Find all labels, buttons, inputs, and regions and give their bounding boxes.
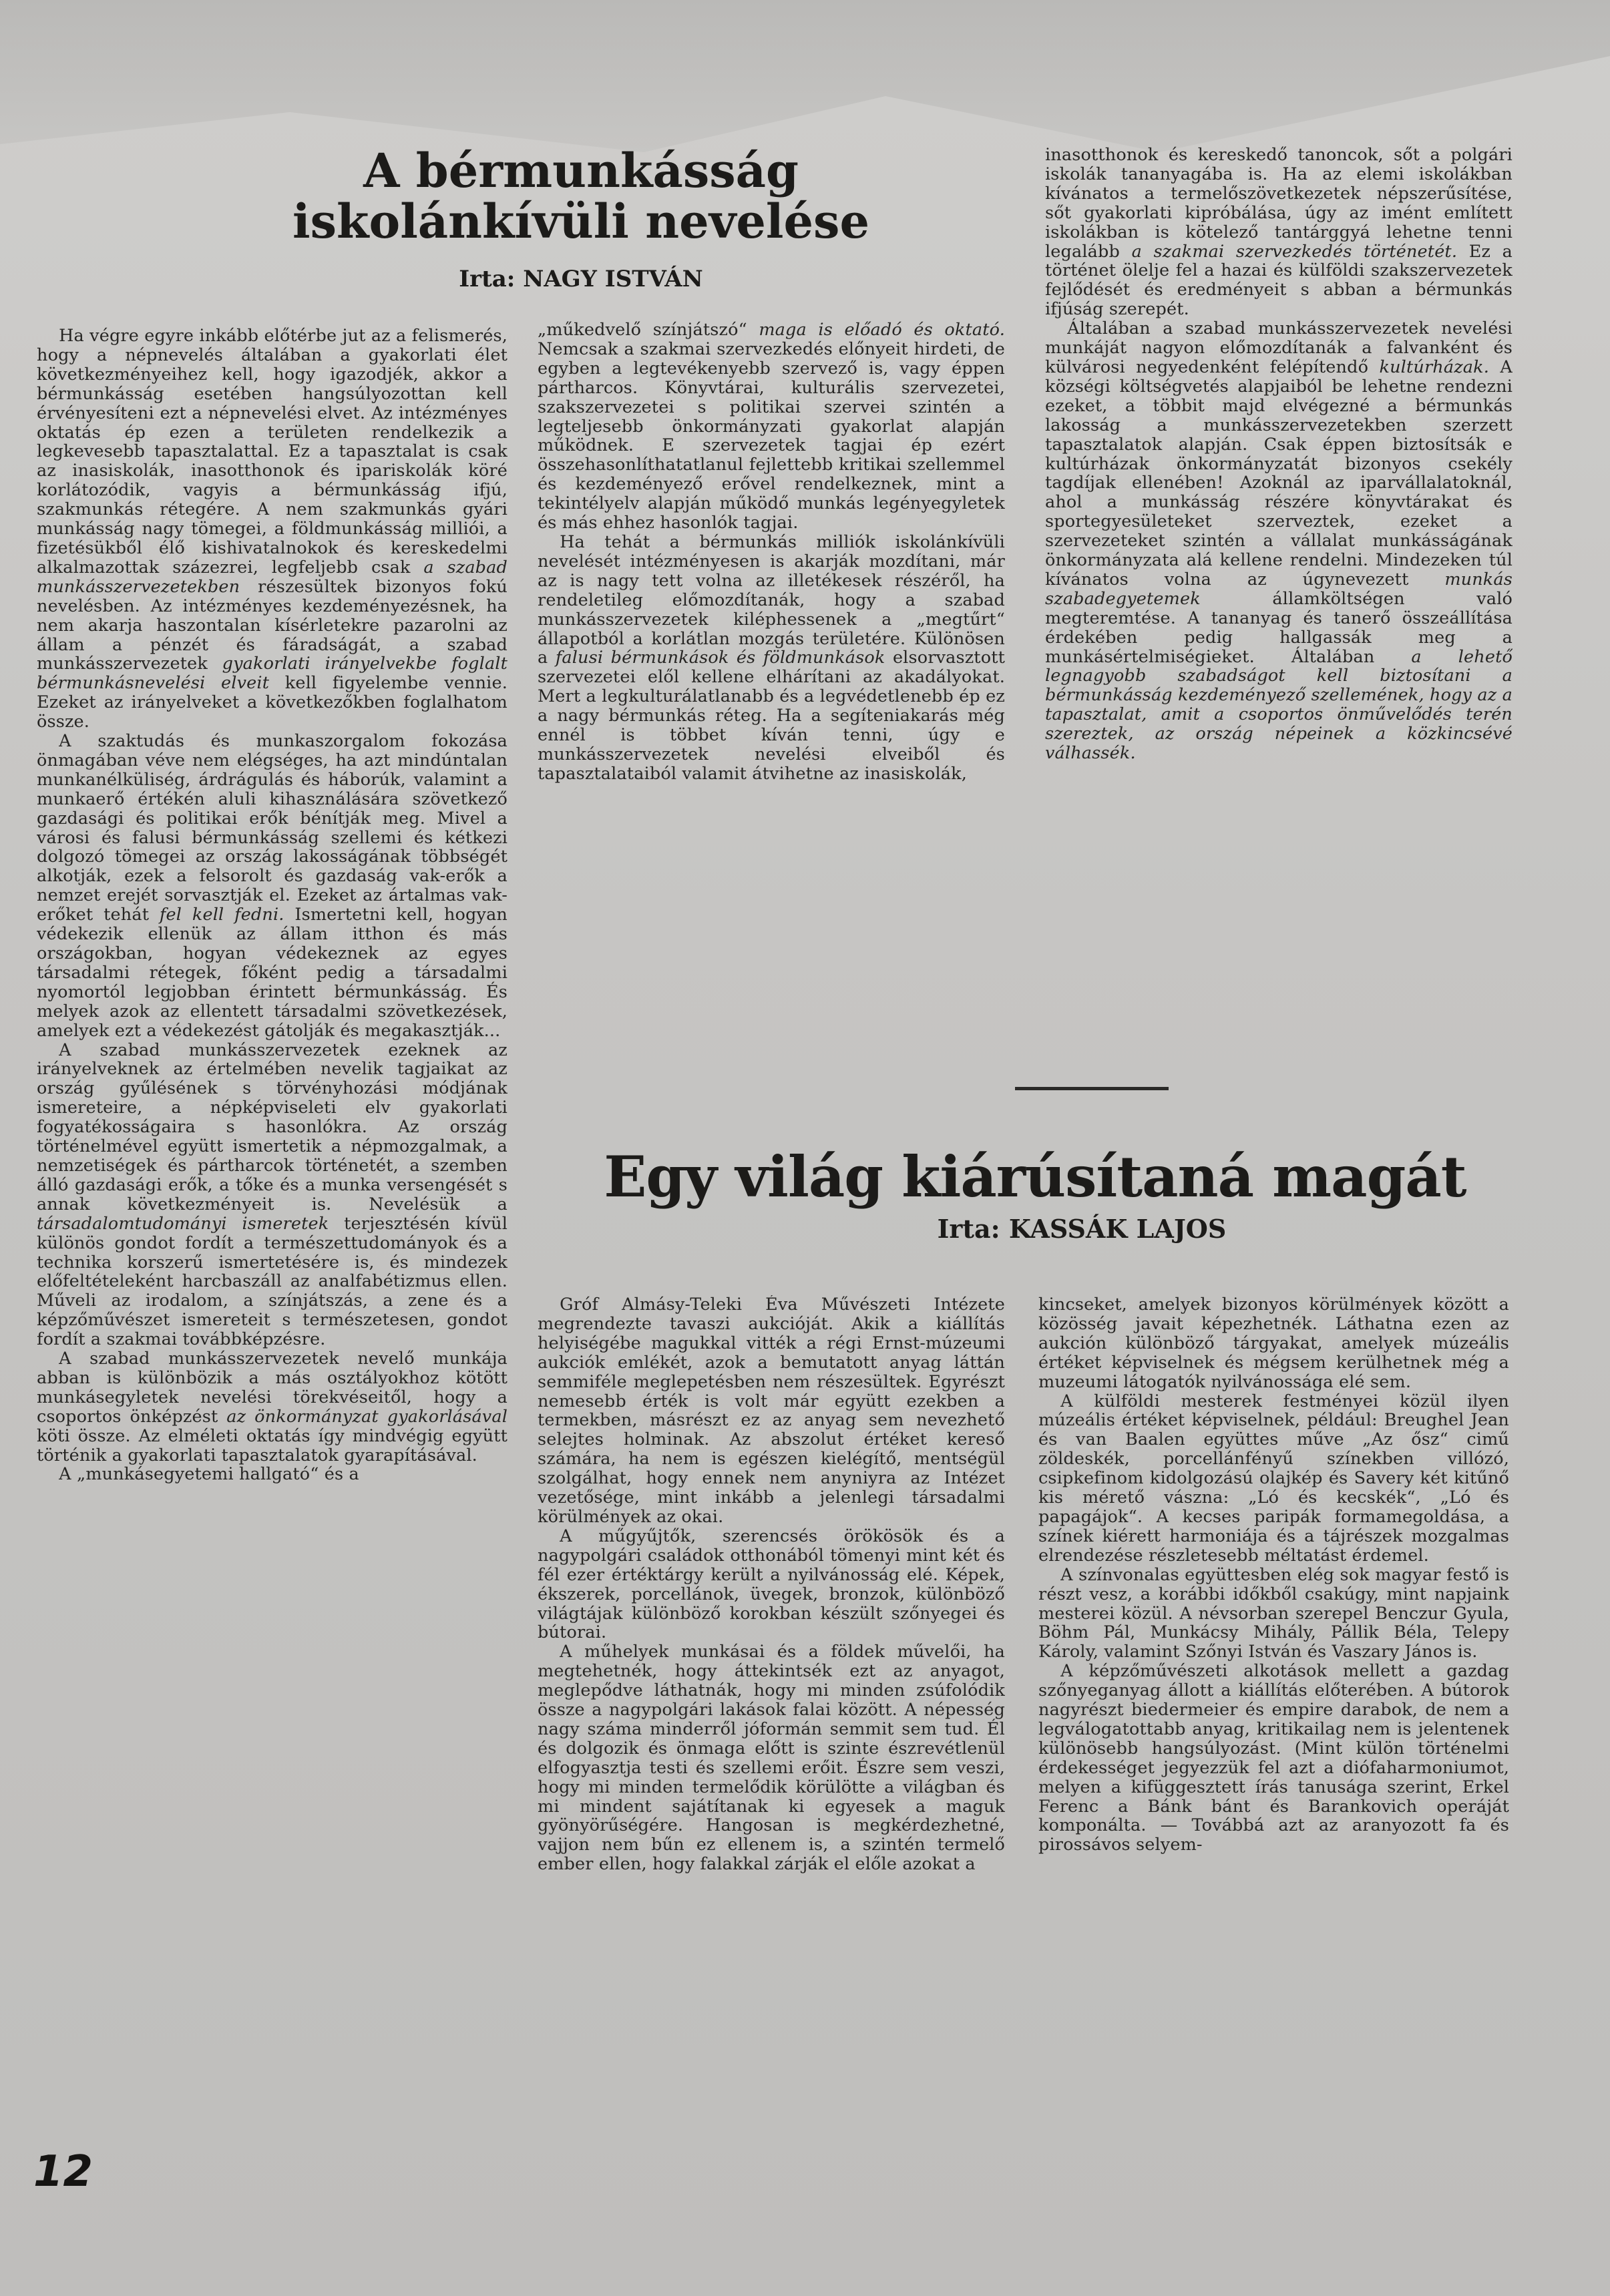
article2-paragraph: A műgyűjtők, szerencsés örökösök és a nagypolgári családok otthonából tömenyi mint két és fél ezer értéktárgy került a nyilvánosság elé. Képek, ékszerek, porcellánok, üvegek, bronzok, különböző világtájak különböző korokban készült szőnyegei és bútorai. [538, 1526, 1005, 1643]
page-number: 12 [33, 2147, 93, 2197]
article2-paragraph: A műhelyek munkásai és a földek művelői, ha megtehetnék, hogy áttekintsék ezt az anyagot, meglepődve láthatnák, hogy mi minden zsúfolódik össze a nagypolgári lakások falai között. A népesség nagy száma minderről jóformán semmit sem tud. Él és dolgozik és önmaga előtt is szinte észrevétlenül elfogyasztja testi és szellemi erőit. Észre sem veszi, hogy mi minden termelődik körülötte a világban és mi mindent sajátítanak ki egyesek a maguk gyönyörűségére. Hangosan is megkérdezhetné, vajjon nem bűn ez ellenem is, a szintén termelő ember ellen, hogy falakkal zárják el előle azokat a [538, 1642, 1005, 1875]
article1-paragraph: A szabad munkásszervezetek ezeknek az irányelveknek az értelmében nevelik tagjaikat az ország gyűlésének s törvényhozási módjának ismereteire, a népképviseleti elv gyakorlati fogyatékosságaira s hasonlókra. Az ország történelmével együtt ismertetik a népmozgalmak, a nemzetiségek és pártharcok történetét, a szemben álló gazdasági erők, a tőke és a munka versengését s annak következményeit is. Nevelésük a társadalomtudományi ismeretek terjesztésén kívül különös gondot fordít a természettudományok és a technika korszerű ismertetésére is, és mindezek előfeltételeként harcbaszáll az analfabétizmus ellen. Műveli az irodalom, a színjátszás, a zene és a képzőművészet ismereteit s természetesen, gondot fordít a szakmai továbbképzésre. [37, 1040, 508, 1350]
article2-byline: Irta: KASSÁK LAJOS [937, 1214, 1227, 1244]
article2-paragraph: A külföldi mesterek festményei közül ilyen múzeális értéket képviselnek, például: Breughel Jean és van Baalen együttes műve „Az ősz“ cimű zöldeskék, porcellánfényű színekben villózó, csipkefinom kidolgozású olajkép és Savery két kitűnő kis mérető vászna: „Ló és kecskék“, „Ló és papagájok“. A kecses paripák formamegoldása, a színek kiérett harmoniája és a tájrészek mozgalmas elrendezése részletesebb méltatást érdemel. [1038, 1391, 1509, 1566]
article1-title-line1: A bérmunkásság [363, 143, 799, 198]
article2-paragraph: kincseket, amelyek bizonyos körülmények között a közösség javait képezhetnék. Láthatna ezen az aukción különböző tárgyakat, amelyek múzeális értéket képviselnek és mégsem kerülhetnek még a muzeumi látogatók nyilvánossága elé sem. [1038, 1295, 1509, 1392]
article-divider-rule [1015, 1087, 1169, 1090]
article1-byline: Irta: NAGY ISTVÁN [459, 266, 703, 292]
article1-paragraph: Ha tehát a bérmunkás milliók iskolánkívüli nevelését intézményesen is akarják mozdítani, már az is nagy tett volna az illetékesek részéről, ha rendeletileg előmozdítanák, hogy a szabad munkásszervezetek kiléphessenek a „megtűrt“ állapotból a korlátlan mozgás területére. Különösen a falusi bérmunkások és földmunkások elsorvasztott szervezetei elől kellene elhárítani az akadályokat. Mert a legkulturálatlanabb és a legvédetlenebb ép ez a nagy bérmunkás réteg. Ha a segíteniakarás még ennél is többet kíván tenni, úgy e munkásszervezetek nevelési elveiből és tapasztalataiból valamit átvihetne az inasiskolák, [538, 531, 1005, 784]
article1-paragraph: A szaktudás és munkaszorgalom fokozása önmagában véve nem elégséges, ha azt mindúntalan munkanélküliség, árdrágulás és háborúk, valamint a munkaerő értékén aluli kihasználására szövetkező gazdasági és politikai erők bénítják meg. Mivel a városi és falusi bérmunkásság szellemi és kétkezi dolgozó tömegei az ország lakosságának többségét alkotják, ezek a felsorolt és gazdaság vak-erők a nemzet erejét sorvasztják el. Ezeket az ártalmas vak-erőket tehát fel kell fedni. Ismertetni kell, hogyan védekezik ellenük az állam itthon és más országokban, hogyan védekeznek az egyes társadalmi rétegek, főként pedig a társadalmi nyomortól legjobban érintett bérmunkásság. És melyek azok az ellentett társadalmi szövetkezések, amelyek ezt a védekezést gátolják és megakasztják... [37, 731, 508, 1041]
article1-column-3 [1045, 146, 1513, 1094]
article1-column-2 [538, 320, 1005, 1082]
article1-paragraph: A szabad munkásszervezetek nevelő munkája abban is különbözik a más osztályokhoz kötött munkásegyletek nevelési törekvéseitől, hogy a csoportos önképzést az önkormányzat gyakorlásával köti össze. Az elméleti oktatás így mindvégig együtt történik a gyakorlati tapasztalatok gyarapításával. [37, 1349, 508, 1465]
article1-paragraph: „műkedvelő színjátszó“ maga is előadó és oktató. Nemcsak a szakmai szervezkedés előnyeit hirdeti, de egyben a legtevékenyebb szervező is, vagy éppen pártharcos. Könyvtárai, kulturális szervezetei, szakszervezetei s politikai szervei szintén a legteljesebb önkormányzati gyakorlat alapján működnek. E szervezetek tagjai ép ezért összehasonlíthatatlanul fejlettebb kritikai szellemmel és kezdeményező erővel rendelkeznek, mint a tekintélyelv alapján működő munkás legényegyletek és más ehhez hasonlók tagjai. [538, 320, 1005, 533]
article1-title-line2: iskolánkívüli nevelése [292, 194, 869, 249]
article1-paragraph: A „munkásegyetemi hallgató“ és a [59, 1464, 359, 1485]
article2-title: Egy világ kiárúsítaná magát [604, 1144, 1466, 1210]
article1-paragraph: inasotthonok és kereskedő tanoncok, sőt a polgári iskolák tananyagába is. Ha az elemi iskolákban kívánatos a termelőszövetkezetek népszerűsítése, sőt gyakorlati kipróbálása, úgy az imént említett iskolákban is kötelező tantárggyá lehetne tenni legalább a szakmai szervezkedés történetét. Ez a történet ölelje fel a hazai és külföldi szakszervezetek fejlődését és eredményeit s abban a bérmunkás ifjúság szerepét. [1045, 146, 1513, 320]
article2-paragraph: A színvonalas együttesben elég sok magyar festő is részt vesz, a korábbi időkből csakúgy, mint napjaink mesterei közül. A névsorban szerepel Benczur Gyula, Böhm Pál, Munkácsy Mihály, Pállik Béla, Telepy Károly, valamint Szőnyi István és Vaszary János is. [1038, 1564, 1509, 1662]
article1-paragraph: Ha végre egyre inkább előtérbe jut az a felismerés, hogy a népnevelés általában a gyakorlati élet következményeihez kell, hogy igazodjék, akkor a bérmunkásság esetében hangsúlyozottan kell érvényesíteni ezt a népnevelési elvet. Az intézményes oktatás ép ezen a területen rendelkezik a legkevesebb tapasztalattal. Ez a tapasztalat is csak az inasiskolák, inasotthonok és ipariskolák köré korlátozódik, vagyis a bérmunkásság ifjú, szakmunkás rétegére. A nem szakmunkás gyári munkásság nagy tömegei, a földmunkásság milliói, a fizetésükből élő kishivatalnokok és kereskedelmi alkalmazottak százezrei, legfeljebb csak a szabad munkásszervezetekben részesültek bizonyos fokú nevelésben. Az intézményes kezdeményezésnek, ha nem akarja haszontalan kísérletekre pazarolni az állam a pénzét és fáradságát, a szabad munkásszervezetek gyakorlati irányelvekbe foglalt bérmunkásnevelési elveit kell figyelembe vennie. Ezeket az irányelveket a következőkben foglalhatom össze. [37, 326, 508, 732]
article2-column-2 [538, 1295, 1005, 2243]
article2-paragraph: A képzőművészeti alkotások mellett a gazdag szőnyeganyag állott a kiállítás előterében. A bútorok nagyrészt biedermeier és empire darabok, de nem a legválogatottabb anyag, kritikailag nem is jelentenek különösebb hangsúlyozást. (Mint külön történelmi érdekességet jegyezzük fel azt a diófaharmoniumot, melyen a kifüggesztett írás tanusága szerint, Erkel Ferenc a Bánk bánt és Barankovich operáját komponálta. — Továbbá azt az aranyozott fa és pirossávos selyem- [1038, 1661, 1509, 1855]
article2-paragraph: Gróf Almásy-Teleki Éva Művészeti Intézete megrendezte tavaszi aukcióját. Akik a kiállítás helyiségébe magukkal vitték a régi Ernst-múzeumi aukciók emlékét, azok a bemutatott anyag láttán semmiféle meglepetésben nem részesültek. Egyrészt nemesebb érték is volt már együtt ezekben a termekben, másrészt ez az anyag sem nevezhető selejtes holminak. Az abszolut értéket kereső számára, ha nem is egészen kielégítő, mentségül szolgálhat, hogy ennek nem anyniyra az Intézet vezetősége, mint inkább a jelenlegi társadalmi körülmények az okai. [538, 1295, 1005, 1527]
article2-column-3 [1038, 1295, 1509, 2243]
article1-column-1 [37, 326, 508, 2129]
article1-paragraph: Általában a szabad munkásszervezetek nevelési munkáját nagyon előmozdítanák a falvanként és külvárosi negyedenként felépítendő kultúrházak. A községi költségvetés alapjaiból be lehetne rendezni ezeket, a többit majd elvégezné a bérmunkás lakosság a munkásszervezetekben szerzett tapasztalatok alapján. Csak éppen biztosítsák e kultúrházak önkormányzatát bizonyos csekély tagdíjak ellenében! Azoknál az iparvállalatoknál, ahol a munkásság részére könyvtárakat és sportegyesületeket szerveztek, ezeket a szervezeteket szintén a vállalat munkásságának önkormányzata alá kellene rendelni. Mindezeken túl kívánatos volna az úgynevezett munkás szabadegyetemek államköltségen való megteremtése. A tananyag és tanerő összeállítása érdekében pedig hallgassák meg a munkásértelmiségieket. Általában a lehető legnagyobb szabadságot kell biztosítani a bérmunkásság kezdeményező szellemének, hogy az a tapasztalat, amit a csoportos önművelődés terén szereztek, az ország népeinek a közkincsévé válhassék. [1045, 318, 1513, 764]
